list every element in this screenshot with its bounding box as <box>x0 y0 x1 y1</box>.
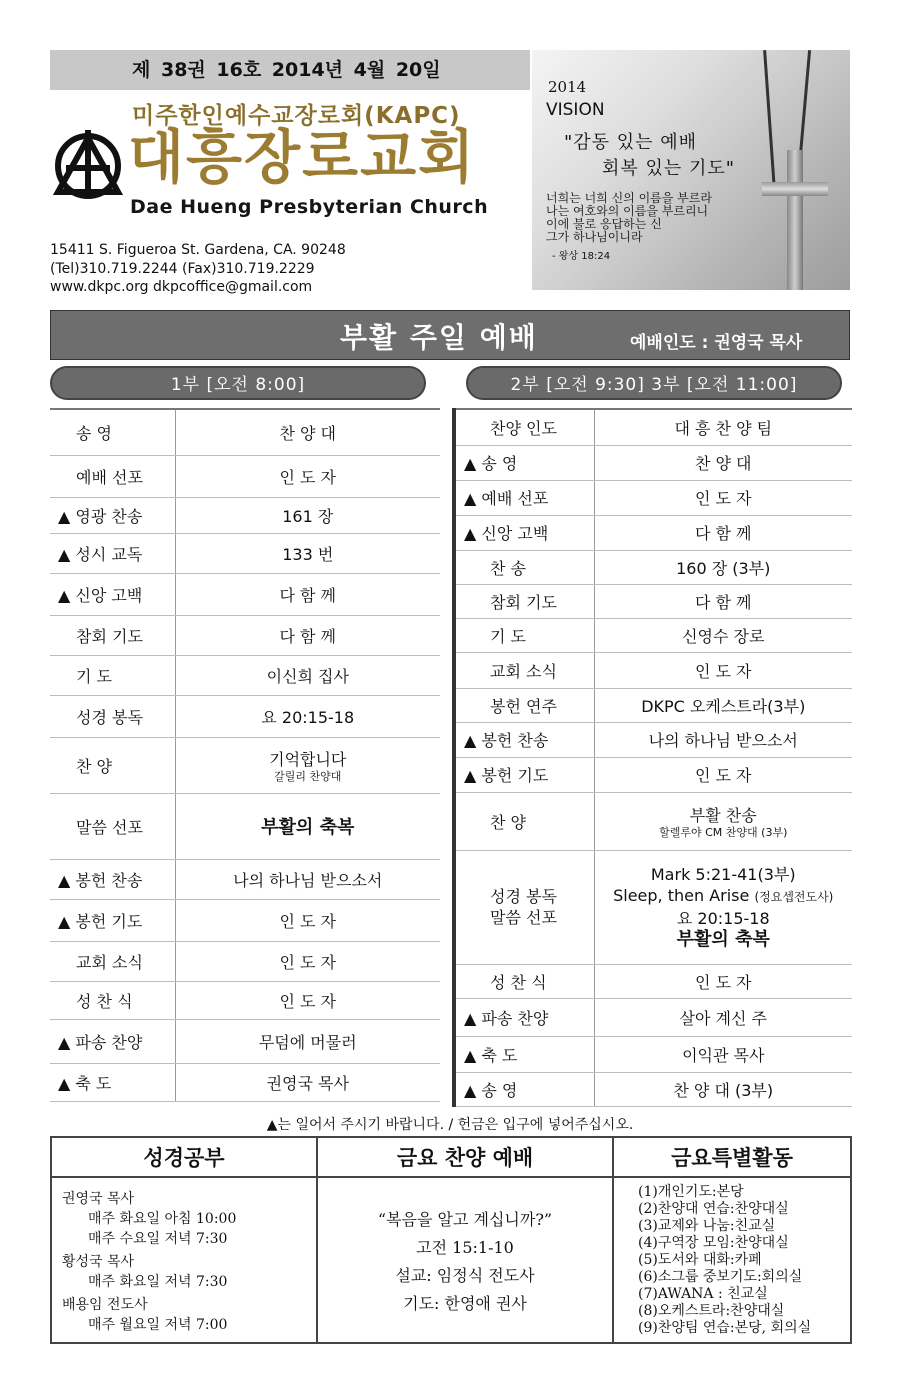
vision-verse-ref: - 왕상 18:24 <box>552 251 611 262</box>
list-item: (3)교제와 나눔:친교실 <box>638 1218 776 1234</box>
weekly-activities-box <box>50 1136 852 1344</box>
bible-study-column: 성경공부 권영국 목사 매주 화요일 아침 10:00 매주 수요일 저녁 7:30 황성국 목사 매주 화요일 저녁 7:30 배용임 전도사 매주 월요일 저녁 7:00 <box>52 1138 318 1342</box>
friday-worship-heading: 금요 찬양 예배 <box>318 1138 612 1178</box>
standing-notice: ▲는 일어서 주시기 바랍니다. / 헌금은 입구에 넣어주십시오. <box>266 1117 634 1133</box>
church-name-english: Dae Hueng Presbyterian Church <box>130 196 489 218</box>
service-1-order-table <box>50 408 440 1102</box>
table-row: ▲ 신앙 고백 다 함 께 <box>50 573 440 615</box>
table-row: ▲ 축 도 이익관 목사 <box>454 1036 852 1072</box>
table-row: 기 도 이신희 집사 <box>50 655 440 695</box>
table-row: ▲ 파송 찬양 살아 계신 주 <box>454 998 852 1036</box>
cross-icon <box>787 150 803 290</box>
table-row: ▲ 성시 교독 133 번 <box>50 533 440 573</box>
vision-verse-1: 너희는 너희 신의 이름을 부르라 <box>546 191 712 205</box>
table-row: 참회 기도 다 함 께 <box>50 615 440 655</box>
teacher-name: 권영국 목사 <box>62 1191 135 1207</box>
table-row: ▲ 파송 찬양 무덤에 머물러 <box>50 1019 440 1063</box>
table-row: ▲ 송 영 찬 양 대 <box>454 445 852 480</box>
table-row: 예배 선포 인 도 자 <box>50 455 440 497</box>
church-web: www.dkpc.org dkpcoffice@gmail.com <box>50 279 313 295</box>
table-row: 찬 양 부활 찬송 할렐루야 CM 찬양대 (3부) <box>454 792 852 850</box>
table-row: ▲ 봉헌 기도 인 도 자 <box>50 899 440 941</box>
table-row: ▲ 예배 선포 인 도 자 <box>454 480 852 515</box>
sermon-scripture: 고전 15:1-10 <box>416 1238 514 1257</box>
friday-worship-column <box>318 1138 614 1342</box>
table-row: 봉헌 연주 DKPC 오케스트라(3부) <box>454 688 852 722</box>
friday-activities-column <box>614 1138 850 1342</box>
sermon-prayer: 기도: 한영애 권사 <box>403 1294 527 1313</box>
table-row: ▲ 영광 찬송 161 장 <box>50 497 440 533</box>
table-row: 찬양 인도 대 흥 찬 양 팀 <box>454 409 852 445</box>
table-row: 찬 양 기억합니다 갈릴리 찬양대 <box>50 737 440 793</box>
issue-date-bar: 제 38권 16호 2014년 4월 20일 <box>50 50 530 90</box>
list-item: (1)개인기도:본당 <box>638 1184 744 1200</box>
church-address: 15411 S. Figueroa St. Gardena, CA. 90248 <box>50 242 346 258</box>
service-1-time: 1부 [오전 8:00] <box>50 366 426 400</box>
vision-box <box>532 50 850 290</box>
table-row: 교회 소식 인 도 자 <box>50 941 440 981</box>
sermon-title: “복음을 알고 계십니까?” <box>377 1210 553 1229</box>
worship-title: 부활 주일 예배 <box>340 321 538 354</box>
table-row: 찬 송 160 장 (3부) <box>454 550 852 584</box>
sermon-preacher: 설교: 임정식 전도사 <box>395 1266 535 1285</box>
table-row: ▲ 송 영 찬 양 대 (3부) <box>454 1072 852 1106</box>
church-name-korean: 대흥장로교회 <box>128 123 477 191</box>
denomination-name: 미주한인예수교장로회(KAPC) <box>132 103 461 129</box>
list-item: (5)도서와 대화:카페 <box>638 1252 762 1268</box>
table-row: ▲ 신앙 고백 다 함 께 <box>454 515 852 550</box>
table-row: 송 영 찬 양 대 <box>50 409 440 455</box>
vision-label: VISION <box>546 100 605 120</box>
list-item: (9)찬양팀 연습:본당, 회의실 <box>638 1320 812 1336</box>
vision-verse-3: 이에 불로 응답하는 신 <box>546 217 662 231</box>
vision-line-2: 회복 있는 기도" <box>602 158 736 179</box>
table-row: 교회 소식 인 도 자 <box>454 652 852 688</box>
vision-verse-4: 그가 하나님이니라 <box>546 230 643 244</box>
friday-activities-heading: 금요특별활동 <box>614 1138 850 1178</box>
table-row: 말씀 선포 부활의 축복 <box>50 793 440 859</box>
list-item: (7)AWANA : 친교실 <box>638 1286 768 1302</box>
service-2-3-order-table <box>452 408 852 1107</box>
table-row: ▲ 봉헌 찬송 나의 하나님 받으소서 <box>50 859 440 899</box>
vision-year: 2014 <box>548 78 587 96</box>
teacher-name: 황성국 목사 <box>62 1254 135 1270</box>
vision-verse-2: 나는 여호와의 이름을 부르리니 <box>546 204 709 218</box>
service-2-3-time: 2부 [오전 9:30] 3부 [오전 11:00] <box>466 366 842 400</box>
list-item: (2)찬양대 연습:찬양대실 <box>638 1201 789 1217</box>
church-logo-icon <box>52 128 124 200</box>
teacher-name: 배용임 전도사 <box>62 1297 148 1313</box>
table-row: 성 찬 식 인 도 자 <box>454 964 852 998</box>
table-row: 성 찬 식 인 도 자 <box>50 981 440 1019</box>
church-phone: (Tel)310.719.2244 (Fax)310.719.2229 <box>50 261 315 277</box>
vision-line-1: "감동 있는 예배 <box>564 132 698 153</box>
table-row: ▲ 축 도 권영국 목사 <box>50 1063 440 1101</box>
table-row: ▲ 봉헌 찬송 나의 하나님 받으소서 <box>454 722 852 757</box>
list-item: (4)구역장 모임:찬양대실 <box>638 1235 789 1251</box>
worship-leader: 예배인도 : 권영국 목사 <box>630 333 803 353</box>
list-item: (6)소그룹 중보기도:회의실 <box>638 1269 803 1285</box>
table-row: 성경 봉독 말씀 선포 Mark 5:21-41(3부) Sleep, then Arise (정요셉전도사) 요 20:15-18 부활의 축복 <box>454 850 852 964</box>
table-row: 성경 봉독 요 20:15-18 <box>50 695 440 737</box>
table-row: 참회 기도 다 함 께 <box>454 584 852 618</box>
list-item: (8)오케스트라:찬양대실 <box>638 1303 785 1319</box>
bible-study-heading: 성경공부 <box>52 1138 316 1178</box>
table-row: ▲ 봉헌 기도 인 도 자 <box>454 757 852 792</box>
table-row: 기 도 신영수 장로 <box>454 618 852 652</box>
